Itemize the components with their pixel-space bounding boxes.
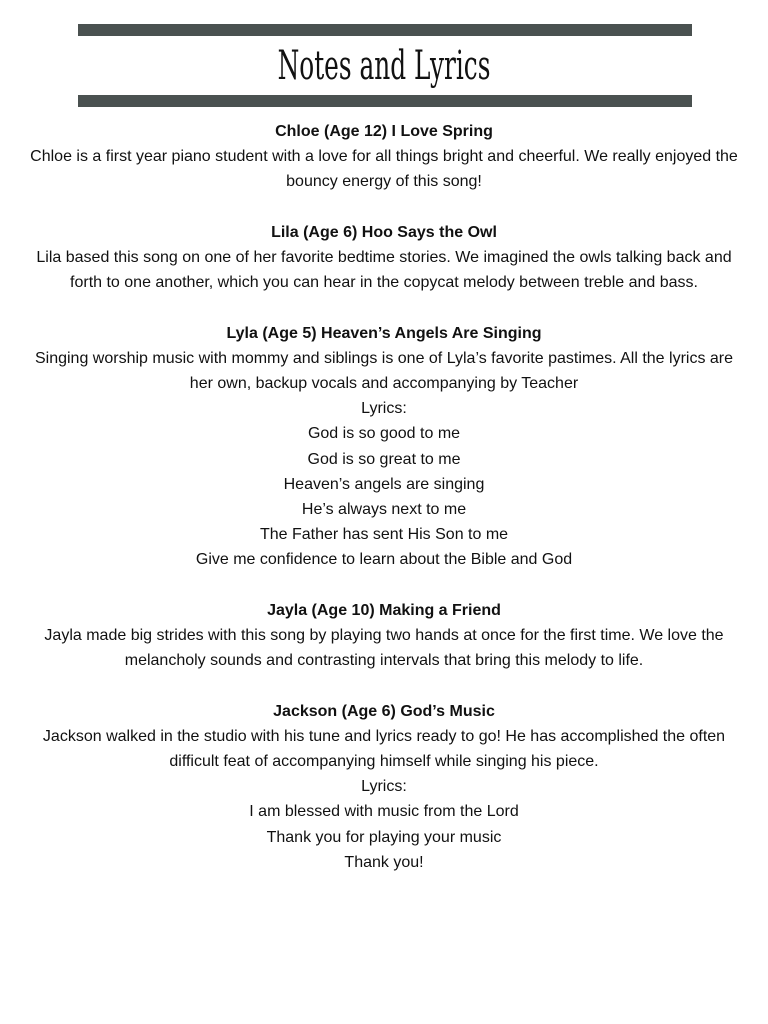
notes-content <box>30 119 738 900</box>
song-description: Lila based this song on one of her favorite bedtime stories. We imagined the owls talking back and forth to one another, which you can hear in the copycat melody between treble and bass. <box>36 249 732 292</box>
lyric-line: God is so good to me <box>307 425 461 443</box>
song-entry-chloe <box>30 119 738 195</box>
title-rule-top <box>78 24 692 36</box>
song-entry-jackson <box>30 699 738 875</box>
lyric-line: Thank you! <box>344 853 424 871</box>
song-heading: Chloe (Age 12) I Love Spring <box>275 123 493 140</box>
lyric-line: Give me confidence to learn about the Bible and God <box>195 551 573 569</box>
lyrics-label: Lyrics: <box>361 778 407 796</box>
lyric-line: He’s always next to me <box>301 501 467 519</box>
song-entry-lila <box>30 220 738 296</box>
song-heading: Lyla (Age 5) Heaven’s Angels Are Singing <box>226 324 542 342</box>
song-heading: Jayla (Age 10) Making a Friend <box>267 601 501 619</box>
song-entry-lyla <box>30 321 738 573</box>
song-heading: Lila (Age 6) Hoo Says the Owl <box>271 223 497 241</box>
song-entry-jayla <box>30 598 738 674</box>
page-title: Notes and Lyrics <box>277 43 491 89</box>
lyrics-label: Lyrics: <box>361 400 407 418</box>
song-description: Singing worship music with mommy and siblings is one of Lyla’s favorite pastimes. All the lyrics are her own, backup vocals and accompanying by Teacher <box>34 349 734 392</box>
title-rule-bottom <box>78 95 692 107</box>
song-description: Chloe is a first year piano student with a love for all things bright and cheerful. We really enjoyed the bouncy energy of this song! <box>30 148 738 191</box>
lyric-line: God is so great to me <box>307 450 461 468</box>
lyric-line: The Father has sent His Son to me <box>259 526 509 544</box>
song-heading: Jackson (Age 6) God’s Music <box>273 702 495 720</box>
song-description: Jackson walked in the studio with his tune and lyrics ready to go! He has accomplished the often difficult feat of accompanying himself while singing his piece. <box>42 727 726 771</box>
lyric-line: Heaven’s angels are singing <box>283 475 485 493</box>
lyric-line: I am blessed with music from the Lord <box>249 803 519 821</box>
song-description: Jayla made big strides with this song by playing two hands at once for the first time. We love the melancholy sounds and contrasting intervals that bring this melody to life. <box>44 627 724 670</box>
lyric-line: Thank you for playing your music <box>266 828 502 846</box>
